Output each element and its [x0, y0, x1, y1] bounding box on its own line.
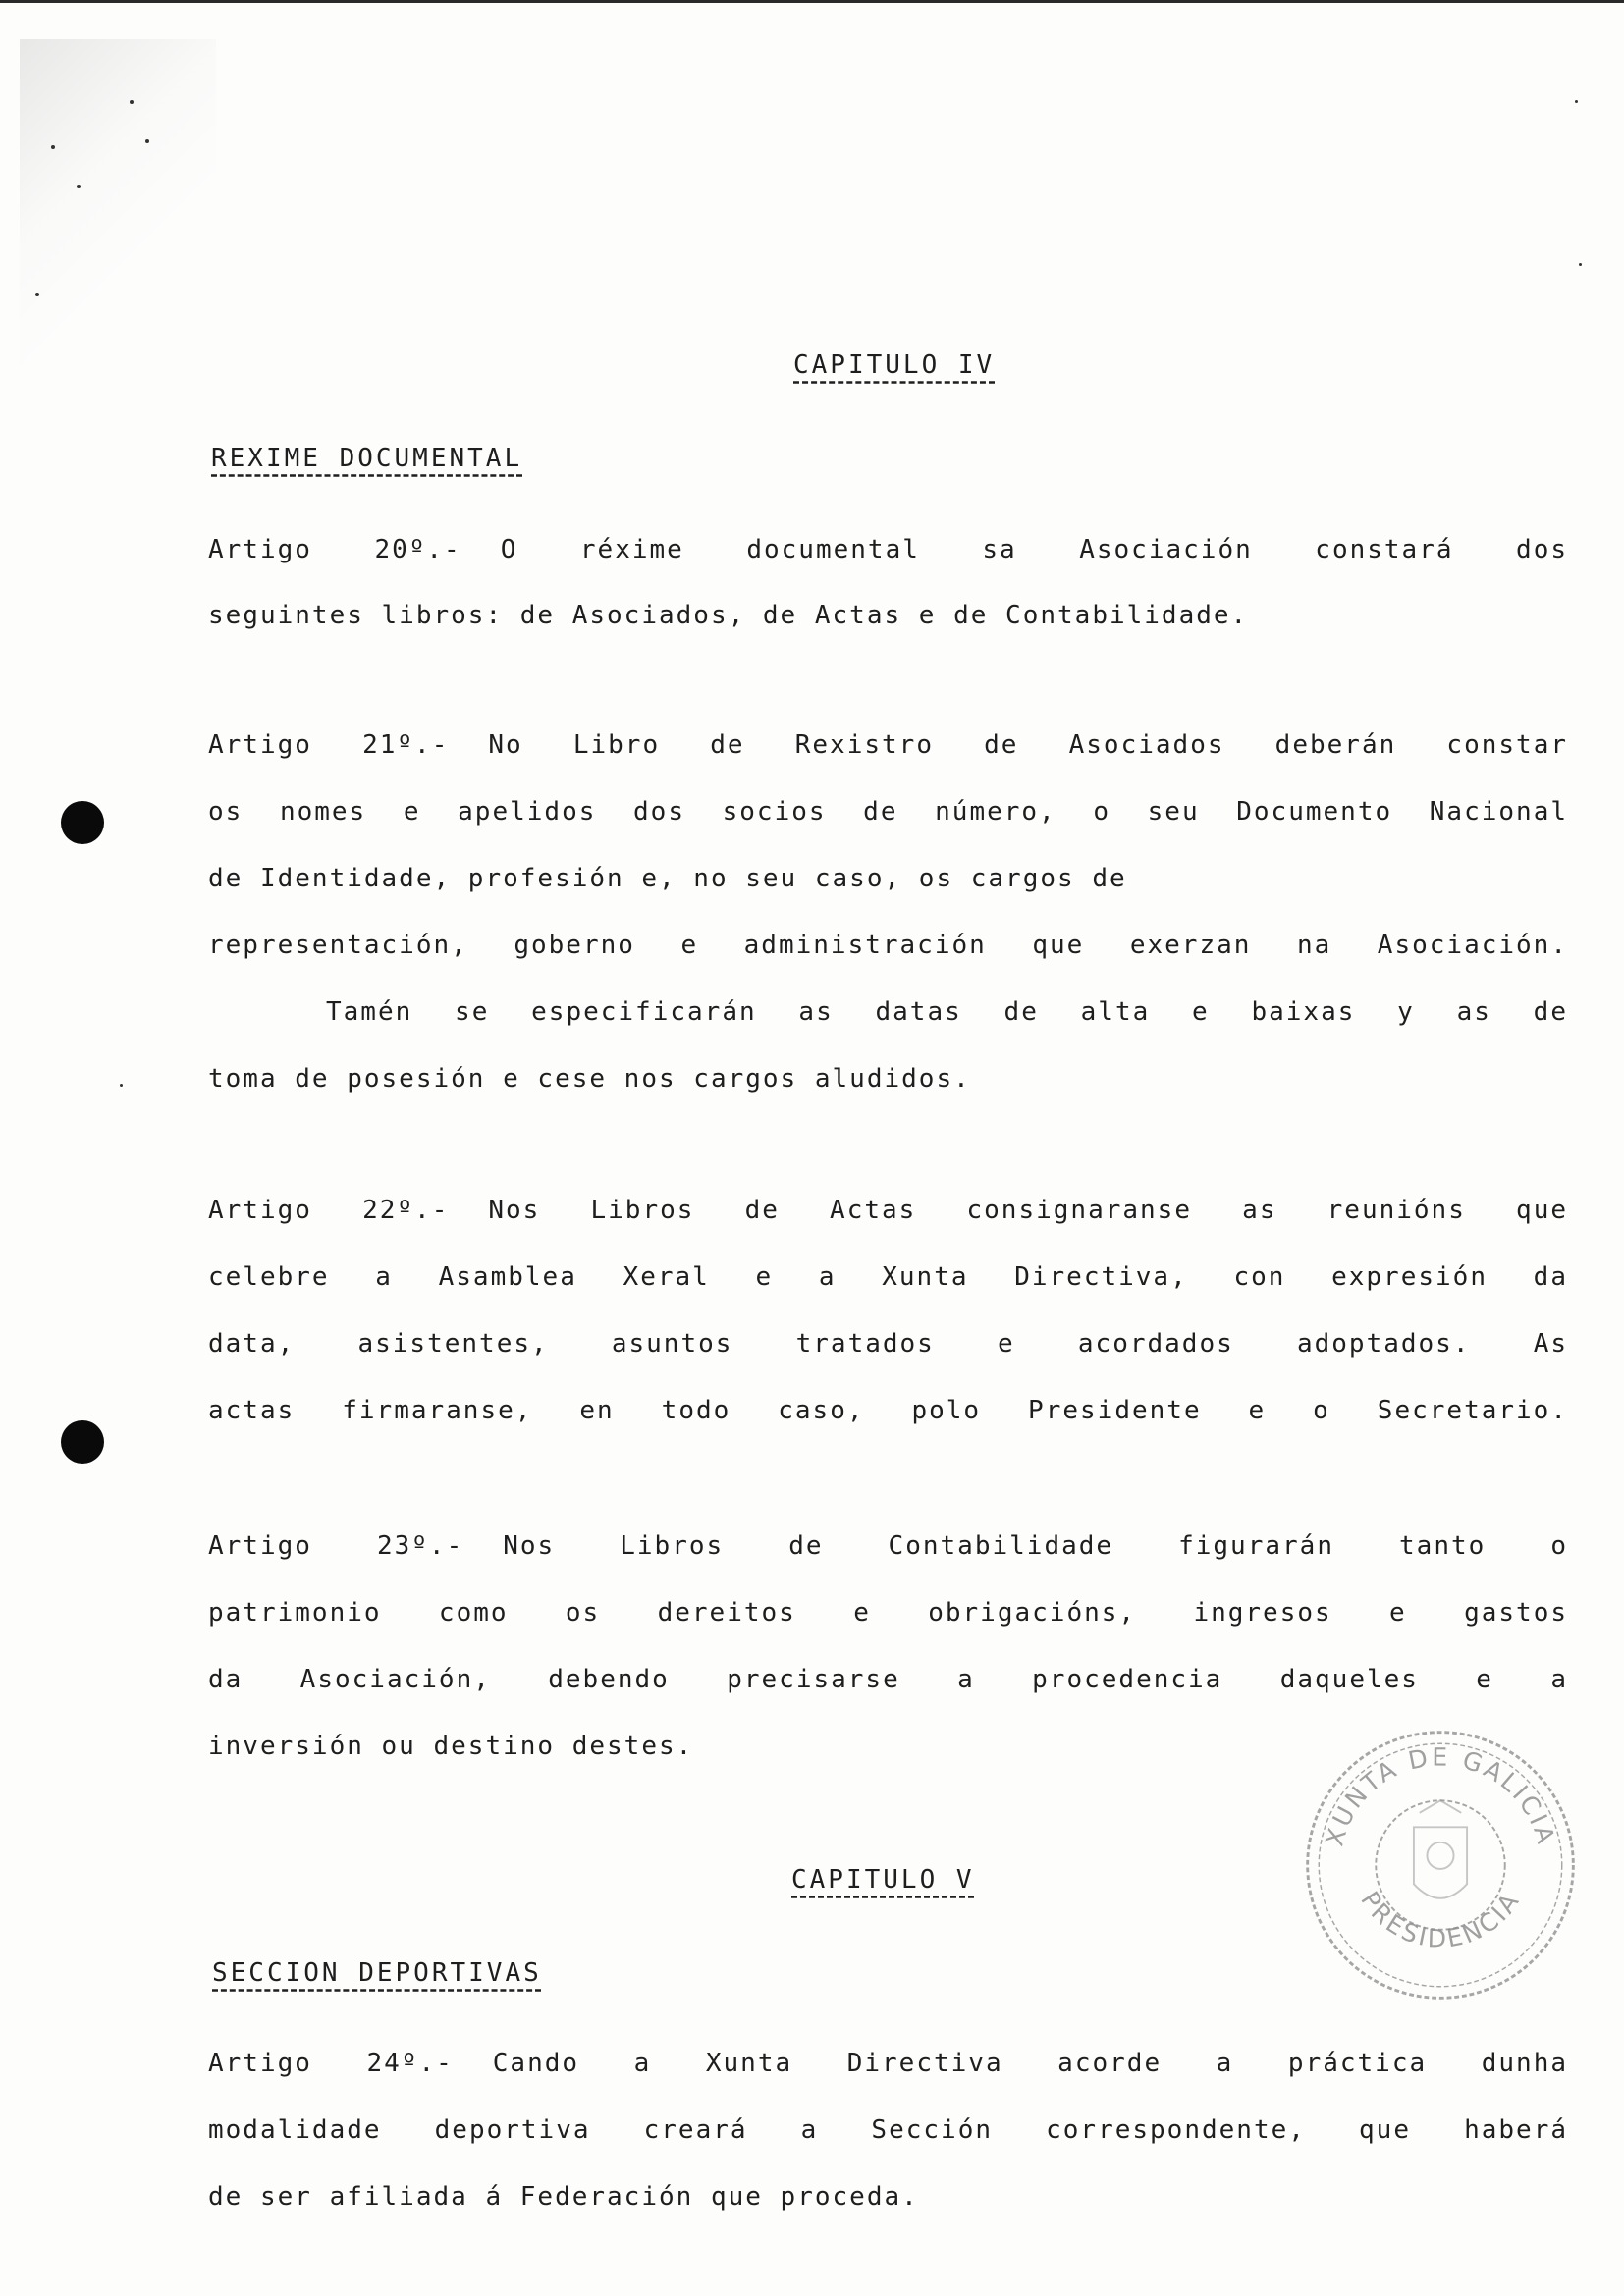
article-22-line-4: actas firmaranse, en todo caso, polo Presidente e o Secretario. [208, 1396, 1568, 1425]
article-21-line-3: de Identidade, profesión e, no seu caso, os cargos de [208, 864, 1127, 893]
official-stamp [1298, 1723, 1583, 2007]
article-20-line-1 [208, 535, 1568, 564]
article-21-line-6: toma de posesión e cese nos cargos aludidos. [208, 1064, 971, 1094]
binder-punch-hole-lower [61, 1420, 104, 1464]
article-24-line-1 [208, 2049, 1568, 2078]
article-24-text: Cando a Xunta Directiva acorde a práctica dunha [492, 2049, 1568, 2078]
article-24-label: Artigo 24º.- [208, 2049, 454, 2078]
svg-text:PRESIDENCIA [1355, 1887, 1526, 1953]
stamp-top-text: XUNTA DE GALICIA [1320, 1742, 1561, 1849]
article-23-line-2: patrimonio como os dereitos e obrigacións, ingresos e gastos [208, 1598, 1568, 1628]
article-21-line-1 [208, 730, 1568, 760]
scan-speck [130, 100, 134, 104]
article-22-text: Nos Libros de Actas consignaranse as reunións que [488, 1196, 1568, 1225]
article-21-text: No Libro de Rexistro de Asociados deberán constar [488, 730, 1568, 760]
chapter-4-section-heading: REXIME DOCUMENTAL [211, 444, 523, 473]
article-21-label: Artigo 21º.- [208, 730, 450, 760]
scan-speck [51, 145, 55, 149]
article-20-label: Artigo 20º.- [208, 535, 461, 564]
article-21-line-5-text: Tamén se especificarán as datas de alta e baixas y as de [326, 997, 1568, 1027]
page-top-edge [0, 0, 1624, 3]
scan-speck [120, 1084, 123, 1087]
article-22-line-1 [208, 1196, 1568, 1225]
scan-speck [1575, 100, 1578, 103]
binder-punch-hole-upper [61, 801, 104, 844]
scan-corner-shadow [20, 39, 216, 412]
scan-speck [1579, 263, 1582, 266]
article-20-text: O réxime documental sa Asociación constará dos [500, 535, 1568, 564]
scan-speck [145, 139, 149, 143]
article-23-line-3: da Asociación, debendo precisarse a procedencia daqueles e a [208, 1665, 1568, 1694]
article-23-text: Nos Libros de Contabilidade figurarán tanto o [503, 1531, 1568, 1561]
article-22-line-2: celebre a Asamblea Xeral e a Xunta Directiva, con expresión da [208, 1262, 1568, 1292]
chapter-5-section-heading: SECCION DEPORTIVAS [212, 1958, 542, 1988]
scan-speck [77, 185, 81, 188]
article-23-line-1 [208, 1531, 1568, 1561]
article-20-line-2: seguintes libros: de Asociados, de Actas e de Contabilidade. [208, 601, 1249, 630]
article-24-line-3: de ser afiliada á Federación que proceda. [208, 2182, 919, 2212]
article-23-line-4: inversión ou destino destes. [208, 1732, 694, 1761]
article-24-line-2: modalidade deportiva creará a Sección correspondente, que haberá [208, 2115, 1568, 2145]
article-22-line-3: data, asistentes, asuntos tratados e acordados adoptados. As [208, 1329, 1568, 1359]
chapter-4-title: CAPITULO IV [793, 350, 996, 380]
article-22-label: Artigo 22º.- [208, 1196, 450, 1225]
article-21-line-5 [208, 997, 1568, 1027]
scan-speck [35, 293, 39, 296]
stamp-bottom-text: PRESIDENCIA [1355, 1886, 1526, 1953]
chapter-5-title: CAPITULO V [791, 1865, 975, 1895]
article-21-line-2: os nomes e apelidos dos socios de número, o seu Documento Nacional [208, 797, 1568, 827]
article-21-line-4: representación, goberno e administración que exerzan na Asociación. [208, 931, 1568, 960]
svg-text:XUNTA DE GALICIA [1320, 1742, 1560, 1848]
article-23-label: Artigo 23º.- [208, 1531, 464, 1561]
